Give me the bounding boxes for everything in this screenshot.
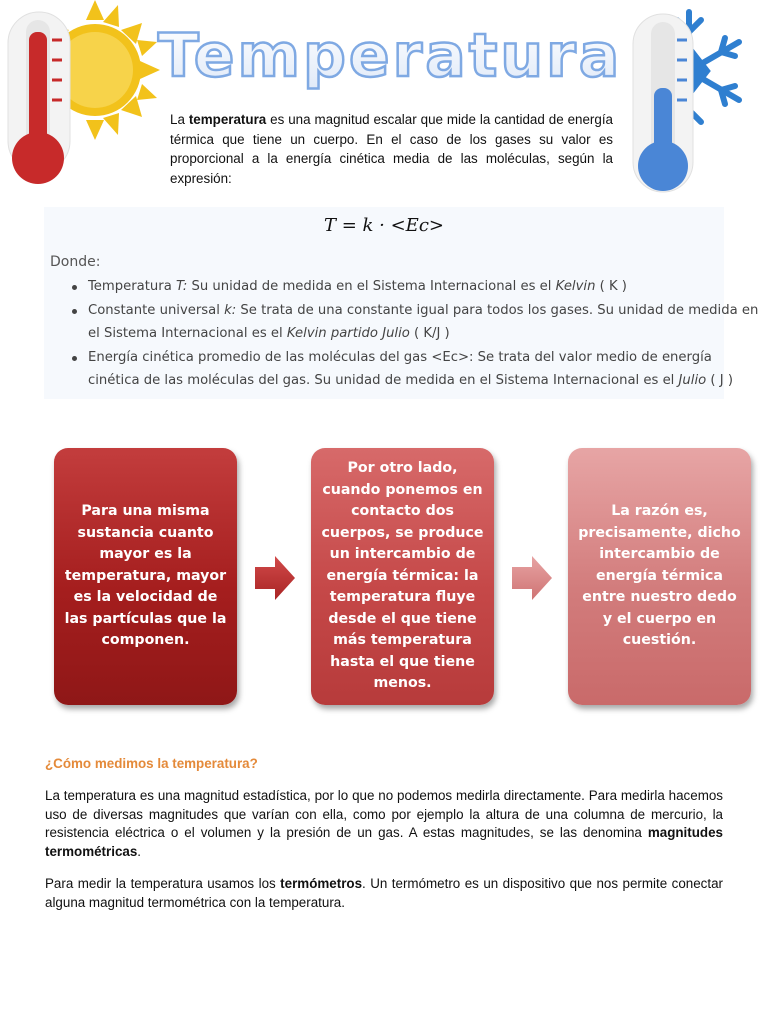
definitions-list — [50, 275, 760, 393]
intro-term: temperatura — [188, 112, 267, 127]
definitions-heading: Donde: — [50, 254, 101, 270]
process-box-1 — [54, 448, 237, 705]
bold-term: magnitudes termométricas — [45, 825, 723, 859]
cold-thermometer-snowflake-icon — [615, 0, 768, 200]
definition-item-temperature: Temperatura T: Su unidad de medida en el Sistema Internacional es el Kelvin ( K ) — [88, 275, 760, 299]
section-heading: ¿Cómo medimos la temperatura? — [45, 756, 258, 771]
process-text-3: La razón es, precisamente, dicho intercambio de energía térmica entre nuestro dedo y el cuerpo en cuestión. — [578, 503, 741, 649]
definition-item-kinetic-energy: Energía cinética promedio de las moléculas del gas <Ec>: Se trata del valor medio de energía cinética de las moléculas del gas. Su unidad de medida en el Sistema Internacional es el Julio ( J ) — [88, 346, 760, 393]
process-text-1: Para una misma sustancia cuanto mayor es la temperatura, mayor es la velocidad de las partículas que la componen. — [64, 503, 227, 649]
paragraph-measurement: La temperatura es una magnitud estadística, por lo que no podemos medirla directamente. Para medirla hacemos uso de diversas magnitudes que varían con ella, como por ejemplo la altura de una columna de mercurio, la resistencia eléctrica o el volumen y la presión de un gas. A estas magnitudes, se las denomina magnitudes termométricas. — [45, 788, 723, 859]
intro-prefix: La — [170, 112, 189, 127]
page-title — [157, 21, 623, 92]
process-text-2: Por otro lado, cuando ponemos en contacto dos cuerpos, se produce un intercambio de energía térmica: la temperatura fluye desde el que tiene más temperatura hasta el que tiene menos. — [321, 460, 484, 692]
thermometer-hot-icon — [8, 12, 70, 184]
paragraph-thermometers: Para medir la temperatura usamos los termómetros. Un termómetro es un dispositivo que nos permite conectar alguna magnitud termométrica con la temperatura. — [45, 876, 723, 910]
definition-item-constant: Constante universal k: Se trata de una constante igual para todos los gases. Su unidad de medida en el Sistema Internacional es el Kelvin partido Julio ( K/J ) — [88, 299, 760, 346]
right-arrow-icon — [255, 556, 295, 600]
intro-paragraph — [170, 110, 613, 188]
thermometer-cold-icon — [633, 14, 693, 192]
formula-box — [44, 207, 759, 399]
process-box-2 — [311, 448, 494, 705]
process-box-3 — [568, 448, 751, 705]
intro-text: es una magnitud escalar que mide la cantidad de energía térmica que tiene un cuerpo. En el caso de los gases su valor es proporcional a la energía cinética media de las moléculas, según la expresión: — [170, 112, 613, 186]
formula: T = k · <Ec> — [324, 215, 444, 236]
right-arrow-icon — [512, 556, 552, 600]
hot-thermometer-sun-icon — [0, 0, 165, 190]
page-title-text: Temperatura — [157, 21, 623, 91]
bold-term: termómetros — [280, 876, 363, 891]
